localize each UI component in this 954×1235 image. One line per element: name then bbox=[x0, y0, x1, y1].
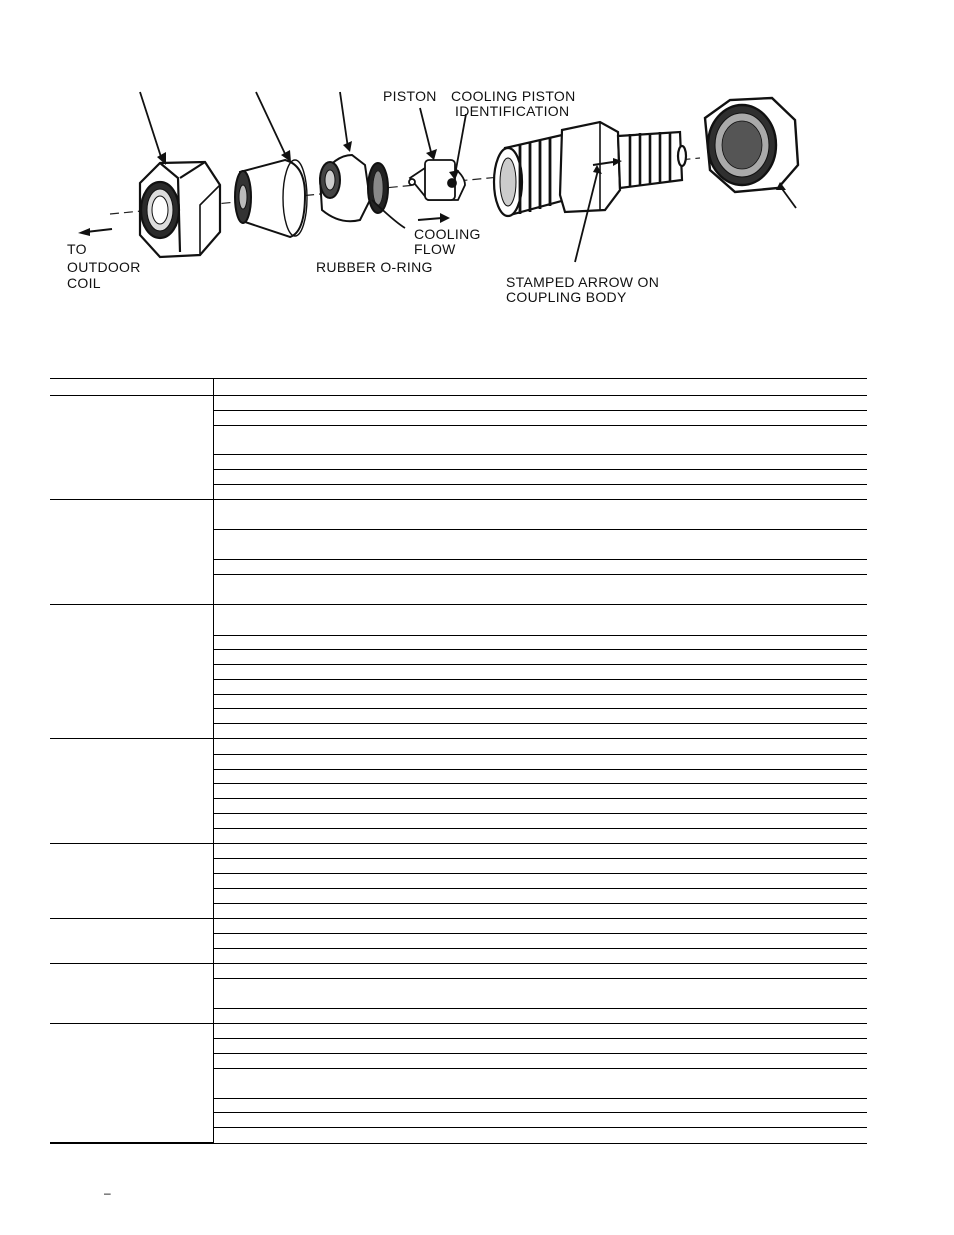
remedy-cell bbox=[538, 650, 867, 665]
label-coil: COIL bbox=[67, 275, 101, 291]
cause-cell bbox=[213, 426, 538, 455]
remedy-cell bbox=[538, 934, 867, 949]
symptom-cell bbox=[50, 605, 213, 739]
remedy-cell bbox=[538, 560, 867, 575]
cause-cell bbox=[213, 1024, 538, 1039]
remedy-cell bbox=[538, 411, 867, 426]
cause-cell bbox=[213, 605, 538, 636]
remedy-cell bbox=[538, 680, 867, 695]
label-identification: IDENTIFICATION bbox=[455, 103, 570, 119]
label-outdoor: OUTDOOR bbox=[67, 259, 141, 275]
table-row bbox=[50, 1024, 867, 1039]
cause-cell bbox=[213, 680, 538, 695]
remedy-cell bbox=[538, 784, 867, 799]
remedy-cell bbox=[538, 979, 867, 1009]
remedy-cell bbox=[538, 605, 867, 636]
cause-cell bbox=[213, 500, 538, 530]
cause-cell bbox=[213, 1069, 538, 1099]
remedy-cell bbox=[538, 755, 867, 770]
cause-cell bbox=[213, 739, 538, 755]
label-cooling-piston: COOLING PISTON bbox=[451, 88, 576, 104]
cause-cell bbox=[213, 470, 538, 485]
cause-cell bbox=[213, 411, 538, 426]
cause-cell bbox=[213, 1054, 538, 1069]
cause-cell bbox=[213, 949, 538, 964]
symptom-cell bbox=[50, 739, 213, 844]
cause-cell bbox=[213, 530, 538, 560]
cause-cell bbox=[213, 575, 538, 605]
header-symptom bbox=[50, 378, 213, 396]
table-bottom-rule bbox=[50, 1143, 867, 1144]
remedy-cell bbox=[538, 470, 867, 485]
cause-cell bbox=[213, 485, 538, 500]
symptom-cell bbox=[50, 844, 213, 919]
cause-cell bbox=[213, 964, 538, 979]
remedy-cell bbox=[538, 1113, 867, 1128]
remedy-cell bbox=[538, 724, 867, 739]
remedy-cell bbox=[538, 665, 867, 680]
header-cause bbox=[213, 378, 538, 396]
cause-cell bbox=[213, 919, 538, 934]
remedy-cell bbox=[538, 1009, 867, 1024]
cause-cell bbox=[213, 1113, 538, 1128]
table-row bbox=[50, 964, 867, 979]
remedy-cell bbox=[538, 695, 867, 709]
table-body bbox=[50, 378, 867, 1142]
remedy-cell bbox=[538, 426, 867, 455]
cause-cell bbox=[213, 799, 538, 814]
cause-cell bbox=[213, 1039, 538, 1054]
label-cooling: COOLING bbox=[414, 226, 481, 242]
label-to: TO bbox=[67, 241, 87, 257]
cause-cell bbox=[213, 874, 538, 889]
cause-cell bbox=[213, 859, 538, 874]
cause-cell bbox=[213, 770, 538, 784]
remedy-cell bbox=[538, 739, 867, 755]
cause-cell bbox=[213, 889, 538, 904]
cause-cell bbox=[213, 709, 538, 724]
table-row bbox=[50, 500, 867, 530]
cause-cell bbox=[213, 1009, 538, 1024]
cause-cell bbox=[213, 665, 538, 680]
symptom-cell bbox=[50, 919, 213, 964]
remedy-cell bbox=[538, 1054, 867, 1069]
remedy-cell bbox=[538, 844, 867, 859]
label-piston: PISTON bbox=[383, 88, 437, 104]
remedy-cell bbox=[538, 770, 867, 784]
cause-cell bbox=[213, 934, 538, 949]
remedy-cell bbox=[538, 964, 867, 979]
remedy-cell bbox=[538, 1024, 867, 1039]
cause-cell bbox=[213, 904, 538, 919]
remedy-cell bbox=[538, 636, 867, 650]
cause-cell bbox=[213, 455, 538, 470]
remedy-cell bbox=[538, 814, 867, 829]
remedy-cell bbox=[538, 709, 867, 724]
remedy-cell bbox=[538, 904, 867, 919]
table-row bbox=[50, 739, 867, 755]
remedy-cell bbox=[538, 859, 867, 874]
remedy-cell bbox=[538, 799, 867, 814]
cause-cell bbox=[213, 844, 538, 859]
cause-cell bbox=[213, 814, 538, 829]
troubleshooting-table bbox=[50, 378, 867, 1143]
remedy-cell bbox=[538, 1039, 867, 1054]
symptom-cell bbox=[50, 964, 213, 1024]
remedy-cell bbox=[538, 1099, 867, 1113]
remedy-cell bbox=[538, 396, 867, 411]
table-header-row bbox=[50, 378, 867, 396]
remedy-cell bbox=[538, 575, 867, 605]
remedy-cell bbox=[538, 455, 867, 470]
piston-assembly-illustration bbox=[0, 0, 954, 330]
remedy-cell bbox=[538, 485, 867, 500]
table-row bbox=[50, 919, 867, 934]
symptom-cell bbox=[50, 500, 213, 605]
label-flow: FLOW bbox=[414, 241, 456, 257]
cause-cell bbox=[213, 755, 538, 770]
symptom-cell bbox=[50, 1024, 213, 1143]
remedy-cell bbox=[538, 949, 867, 964]
remedy-cell bbox=[538, 829, 867, 844]
label-stamped-arrow: STAMPED ARROW ON bbox=[506, 274, 660, 290]
remedy-cell bbox=[538, 1069, 867, 1099]
label-rubber-o-ring: RUBBER O-RING bbox=[316, 259, 433, 275]
cause-cell bbox=[213, 1128, 538, 1143]
header-remedy bbox=[538, 378, 867, 396]
cause-cell bbox=[213, 695, 538, 709]
cause-cell bbox=[213, 979, 538, 1009]
page-mark: – bbox=[104, 1186, 111, 1200]
cause-cell bbox=[213, 560, 538, 575]
remedy-cell bbox=[538, 874, 867, 889]
retainer-cone-part bbox=[320, 155, 388, 221]
cause-cell bbox=[213, 650, 538, 665]
flare-nut-part bbox=[140, 162, 220, 257]
remedy-cell bbox=[538, 919, 867, 934]
table-row bbox=[50, 396, 867, 411]
symptom-cell bbox=[50, 396, 213, 500]
remedy-cell bbox=[538, 500, 867, 530]
label-coupling-body: COUPLING BODY bbox=[506, 289, 627, 305]
table-row bbox=[50, 844, 867, 859]
cause-cell bbox=[213, 1099, 538, 1113]
cause-cell bbox=[213, 636, 538, 650]
remedy-cell bbox=[538, 889, 867, 904]
table-row bbox=[50, 605, 867, 636]
right-flare-nut-part bbox=[705, 98, 798, 192]
cause-cell bbox=[213, 784, 538, 799]
remedy-cell bbox=[538, 1128, 867, 1143]
cause-cell bbox=[213, 724, 538, 739]
cause-cell bbox=[213, 396, 538, 411]
cause-cell bbox=[213, 829, 538, 844]
remedy-cell bbox=[538, 530, 867, 560]
